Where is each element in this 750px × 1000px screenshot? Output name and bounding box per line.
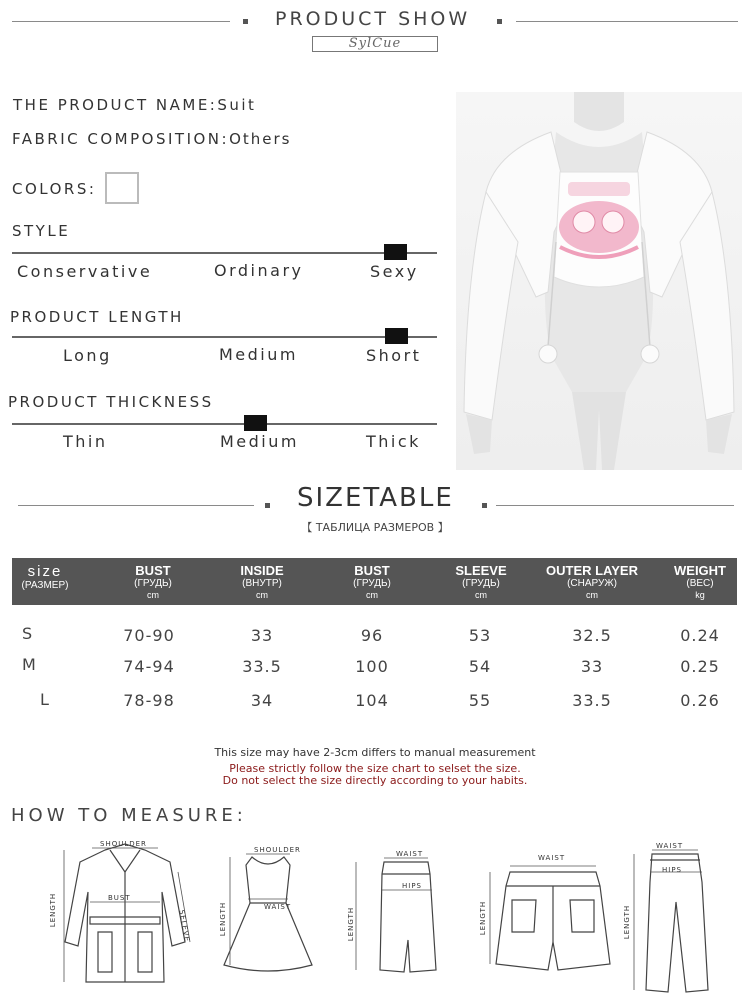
col-bust-2: BUST (ГРУДЬ) cm xyxy=(353,563,391,600)
thickness-option-medium: Medium xyxy=(220,432,299,451)
dress-waist-label: WAIST xyxy=(264,903,292,911)
cell-bust: 70-90 xyxy=(123,626,175,645)
shorts-length-label: LENGTH xyxy=(479,900,488,936)
shorts-waist-label: WAIST xyxy=(538,854,566,862)
sizetable-subtitle: 【 ТАБЛИЦА РАЗМЕРОВ 】 xyxy=(301,521,449,534)
cell-size: L xyxy=(40,690,49,709)
cell-inside: 34 xyxy=(250,691,274,710)
thickness-option-thin: Thin xyxy=(63,432,108,451)
size-warning-line-1: Please strictly follow the size chart to selset the size. xyxy=(229,762,521,775)
length-label: PRODUCT LENGTH xyxy=(10,308,184,326)
shorts-sketch-icon xyxy=(478,852,628,982)
length-scale-line xyxy=(12,336,437,338)
col-size: size (РАЗМЕР) xyxy=(21,563,69,591)
measurement-note: This size may have 2-3cm differs to manual measurement xyxy=(214,746,536,759)
thickness-scale-marker xyxy=(244,415,267,431)
col-sleeve: SLEEVE (ГРУДЬ) cm xyxy=(455,563,507,600)
cell-bust: 74-94 xyxy=(123,657,175,676)
cell-sleeve: 54 xyxy=(468,657,492,676)
col-weight: WEIGHT (ВЕС) kg xyxy=(674,563,726,600)
cell-outer-layer: 32.5 xyxy=(572,626,612,645)
jacket-diagram xyxy=(50,832,200,992)
length-scale-marker xyxy=(385,328,408,344)
product-photo xyxy=(456,92,742,470)
skirt-sketch-icon xyxy=(346,850,446,990)
dress-sketch-icon xyxy=(218,845,318,990)
style-option-sexy: Sexy xyxy=(370,262,419,281)
sizetable-title: SIZETABLE xyxy=(297,483,454,513)
sizetable-dot-right xyxy=(482,503,487,508)
page-title: PRODUCT SHOW xyxy=(275,8,471,30)
style-scale-line xyxy=(12,252,437,254)
mannequin-illustration xyxy=(456,92,742,470)
col-outer-layer: OUTER LAYER (СНАРУЖ) cm xyxy=(546,563,638,600)
fabric-value: Others xyxy=(229,130,292,148)
cell-weight: 0.25 xyxy=(680,657,720,676)
thickness-option-thick: Thick xyxy=(366,432,421,451)
sizetable-rule-left xyxy=(18,505,254,506)
pants-diagram xyxy=(622,842,732,997)
cell-size: S xyxy=(22,624,33,643)
how-to-measure-title: HOW TO MEASURE: xyxy=(11,805,247,826)
jacket-sleeve-label: SELEVE xyxy=(177,909,191,943)
sizetable-rule-right xyxy=(496,505,734,506)
header-rule-right xyxy=(516,21,738,22)
shorts-diagram xyxy=(478,852,628,982)
cell-bust: 78-98 xyxy=(123,691,175,710)
color-swatch-white[interactable] xyxy=(105,172,139,204)
style-label: STYLE xyxy=(12,222,71,240)
cell-weight: 0.26 xyxy=(680,691,720,710)
skirt-length-label: LENGTH xyxy=(347,906,356,942)
col-bust: BUST (ГРУДЬ) cm xyxy=(134,563,172,600)
skirt-hips-label: HIPS xyxy=(402,882,422,890)
size-warning-line-2: Do not select the size directly according to your habits. xyxy=(222,774,528,787)
skirt-diagram xyxy=(346,850,446,990)
pants-waist-label: WAIST xyxy=(656,842,684,850)
length-option-medium: Medium xyxy=(219,345,298,364)
product-name: THE PRODUCT NAME:Suit xyxy=(13,96,257,114)
cell-weight: 0.24 xyxy=(680,626,720,645)
style-option-ordinary: Ordinary xyxy=(214,261,304,280)
skirt-waist-label: WAIST xyxy=(396,850,424,858)
cell-bust-2: 100 xyxy=(355,657,389,676)
dress-length-label: LENGTH xyxy=(219,901,228,937)
colors-label: COLORS: xyxy=(12,180,97,198)
sizetable-dot-left xyxy=(265,503,270,508)
cell-outer-layer: 33.5 xyxy=(572,691,612,710)
length-option-short: Short xyxy=(366,346,422,365)
pants-hips-label: HIPS xyxy=(662,866,682,874)
cell-bust-2: 96 xyxy=(360,626,384,645)
cell-outer-layer: 33 xyxy=(580,657,604,676)
jacket-bust-label: BUST xyxy=(108,894,131,902)
jacket-length-label: LENGTH xyxy=(49,892,58,928)
pants-length-label: LENGTH xyxy=(623,904,632,940)
thickness-scale-line xyxy=(12,423,437,425)
cell-size: M xyxy=(22,655,36,674)
fabric-label: FABRIC COMPOSITION: xyxy=(12,130,230,148)
header-dot-right xyxy=(497,19,502,24)
jacket-shoulder-label: SHOULDER xyxy=(100,840,147,848)
length-option-long: Long xyxy=(63,346,112,365)
cell-inside: 33.5 xyxy=(242,657,282,676)
thickness-label: PRODUCT THICKNESS xyxy=(8,393,214,411)
cell-bust-2: 104 xyxy=(355,691,389,710)
sizetable-header-row xyxy=(12,558,737,605)
brand-label: SylCue xyxy=(312,36,438,52)
dress-shoulder-label: SHOULDER xyxy=(254,846,301,854)
style-scale-marker xyxy=(384,244,407,260)
fabric-row xyxy=(12,130,291,148)
col-inside: INSIDE (ВНУТР) cm xyxy=(240,563,284,600)
header-rule-left xyxy=(12,21,230,22)
style-option-conservative: Conservative xyxy=(17,262,153,281)
header-dot-left xyxy=(243,19,248,24)
cell-sleeve: 55 xyxy=(468,691,492,710)
dress-diagram xyxy=(218,845,318,990)
cell-sleeve: 53 xyxy=(468,626,492,645)
cell-inside: 33 xyxy=(250,626,274,645)
